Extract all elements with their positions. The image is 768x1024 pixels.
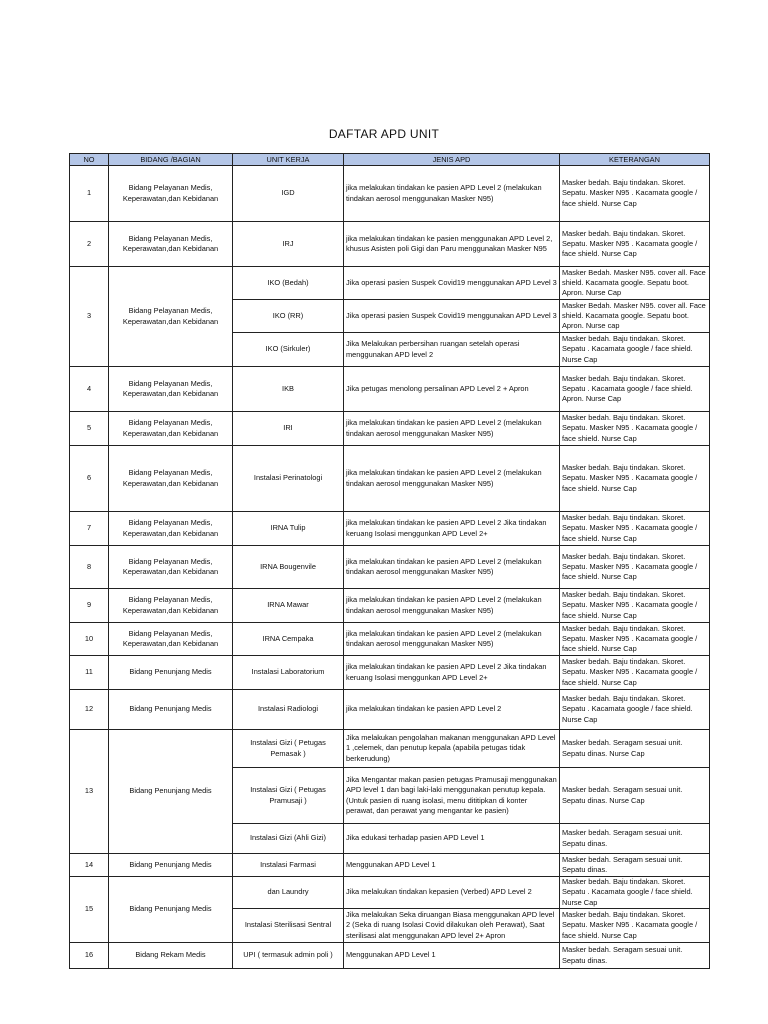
cell-bidang: Bidang Pelayanan Medis, Keperawatan,dan Kebidanan bbox=[109, 222, 233, 267]
cell-no: 3 bbox=[70, 267, 109, 367]
table-row bbox=[70, 546, 710, 589]
cell-bidang: Bidang Penunjang Medis bbox=[109, 656, 233, 690]
cell-jenis-apd: Menggunakan APD Level 1 bbox=[344, 943, 560, 969]
cell-bidang: Bidang Pelayanan Medis, Keperawatan,dan Kebidanan bbox=[109, 267, 233, 367]
cell-jenis-apd: Jika operasi pasien Suspek Covid19 menggunakan APD Level 3 bbox=[344, 300, 560, 333]
cell-keterangan: Masker bedah. Baju tindakan. Skoret. Sepatu. Masker N95 . Kacamata google / face shield. Nurse Cap bbox=[560, 446, 710, 512]
cell-bidang: Bidang Pelayanan Medis, Keperawatan,dan Kebidanan bbox=[109, 589, 233, 623]
cell-keterangan: Masker Bedah. Masker N95. cover all. Face shield. Kacamata google. Sepatu boot. Apron. Nurse cap bbox=[560, 300, 710, 333]
cell-unit-kerja: IKO (Sirkuler) bbox=[233, 333, 344, 367]
cell-jenis-apd: jika melakukan tindakan ke pasien APD Level 2 Jika tindakan keruang Isolasi menggunkan APD Level 2+ bbox=[344, 512, 560, 546]
table-row bbox=[70, 267, 710, 300]
cell-bidang: Bidang Pelayanan Medis, Keperawatan,dan Kebidanan bbox=[109, 412, 233, 446]
cell-no: 1 bbox=[70, 166, 109, 222]
cell-jenis-apd: jika melakukan tindakan ke pasien APD Level 2 (melakukan tindakan aerosol menggunakan Masker N95) bbox=[344, 412, 560, 446]
cell-keterangan: Masker bedah. Baju tindakan. Skoret. Sepatu . Kacamata google / face shield. Nurse Cap bbox=[560, 690, 710, 730]
table-row bbox=[70, 166, 710, 222]
page-title: DAFTAR APD UNIT bbox=[328, 127, 440, 141]
cell-no: 7 bbox=[70, 512, 109, 546]
cell-no: 13 bbox=[70, 730, 109, 854]
cell-unit-kerja: Instalasi Radiologi bbox=[233, 690, 344, 730]
cell-keterangan: Masker bedah. Seragam sesuai unit. Sepatu dinas. bbox=[560, 824, 710, 854]
cell-no: 5 bbox=[70, 412, 109, 446]
cell-no: 16 bbox=[70, 943, 109, 969]
apd-table bbox=[69, 153, 710, 969]
cell-unit-kerja: IKO (Bedah) bbox=[233, 267, 344, 300]
table-row bbox=[70, 690, 710, 730]
cell-jenis-apd: jika melakukan tindakan ke pasien APD Level 2 (melakukan tindakan aerosol menggunakan Masker N95) bbox=[344, 166, 560, 222]
cell-no: 9 bbox=[70, 589, 109, 623]
cell-jenis-apd: Jika melakukan Seka diruangan Biasa menggunakan APD level 2 (Seka di ruang Isolasi Covid dilakukan oleh Perawat), Saat sterilisasi alat menggunakan APD level 2+ Apron bbox=[344, 909, 560, 943]
table-row bbox=[70, 943, 710, 969]
cell-keterangan: Masker bedah. Baju tindakan. Skoret. Sepatu. Masker N95 . Kacamata google / face shield. Nurse Cap bbox=[560, 512, 710, 546]
table-row bbox=[70, 877, 710, 909]
cell-no: 12 bbox=[70, 690, 109, 730]
cell-bidang: Bidang Penunjang Medis bbox=[109, 690, 233, 730]
cell-keterangan: Masker bedah. Seragam sesuai unit. Sepatu dinas. Nurse Cap bbox=[560, 768, 710, 824]
cell-bidang: Bidang Pelayanan Medis, Keperawatan,dan Kebidanan bbox=[109, 512, 233, 546]
cell-bidang: Bidang Pelayanan Medis, Keperawatan,dan Kebidanan bbox=[109, 546, 233, 589]
cell-keterangan: Masker bedah. Baju tindakan. Skoret. Sepatu. Masker N95 . Kacamata google / face shield. Nurse Cap bbox=[560, 166, 710, 222]
cell-keterangan: Masker bedah. Baju tindakan. Skoret. Sepatu. Masker N95 . Kacamata google / face shield. Nurse Cap bbox=[560, 412, 710, 446]
cell-keterangan: Masker bedah. Baju tindakan. Skoret. Sepatu . Kacamata google / face shield. Nurse Cap bbox=[560, 877, 710, 909]
table-body bbox=[70, 166, 710, 969]
cell-bidang: Bidang Penunjang Medis bbox=[109, 854, 233, 877]
cell-keterangan: Masker bedah. Baju tindakan. Skoret. Sepatu. Masker N95 . Kacamata google / face shield. Nurse Cap bbox=[560, 589, 710, 623]
cell-jenis-apd: Jika petugas menolong persalinan APD Level 2 + Apron bbox=[344, 367, 560, 412]
header-keterangan: KETERANGAN bbox=[560, 154, 710, 166]
cell-keterangan: Masker bedah. Baju tindakan. Skoret. Sepatu. Masker N95 . Kacamata google / face shield. Nurse Cap bbox=[560, 222, 710, 267]
cell-keterangan: Masker bedah. Baju tindakan. Skoret. Sepatu. Masker N95 . Kacamata google / face shield. Nurse Cap bbox=[560, 656, 710, 690]
header-no: NO bbox=[70, 154, 109, 166]
header-jenis-apd: JENIS APD bbox=[344, 154, 560, 166]
header-row bbox=[70, 154, 710, 166]
cell-bidang: Bidang Pelayanan Medis, Keperawatan,dan Kebidanan bbox=[109, 446, 233, 512]
table-row bbox=[70, 446, 710, 512]
cell-jenis-apd: jika melakukan tindakan ke pasien menggunakan APD Level 2, khusus Asisten poli Gigi dan Paru menggunakan Masker N95 bbox=[344, 222, 560, 267]
cell-jenis-apd: Jika Mengantar makan pasien petugas Pramusaji menggunakan APD level 1 dan bagi laki-laki menggunakan penutup kepala. (Untuk pasien di ruang isolasi, menu dititipkan di konter perawat, dan perawat yang mengantar ke pasien) bbox=[344, 768, 560, 824]
cell-unit-kerja: Instalasi Gizi ( Petugas Pramusaji ) bbox=[233, 768, 344, 824]
cell-jenis-apd: jika melakukan tindakan ke pasien APD Level 2 (melakukan tindakan aerosol menggunakan Masker N95) bbox=[344, 446, 560, 512]
cell-jenis-apd: jika melakukan tindakan ke pasien APD Level 2 (melakukan tindakan aerosol menggunakan Masker N95) bbox=[344, 589, 560, 623]
cell-keterangan: Masker bedah. Seragam sesuai unit. Sepatu dinas. bbox=[560, 943, 710, 969]
cell-bidang: Bidang Penunjang Medis bbox=[109, 730, 233, 854]
cell-unit-kerja: IRI bbox=[233, 412, 344, 446]
cell-unit-kerja: Instalasi Gizi (Ahli Gizi) bbox=[233, 824, 344, 854]
cell-bidang: Bidang Pelayanan Medis, Keperawatan,dan Kebidanan bbox=[109, 166, 233, 222]
cell-unit-kerja: dan Laundry bbox=[233, 877, 344, 909]
cell-jenis-apd: jika melakukan tindakan ke pasien APD Level 2 bbox=[344, 690, 560, 730]
cell-jenis-apd: Jika edukasi terhadap pasien APD Level 1 bbox=[344, 824, 560, 854]
table-header bbox=[70, 154, 710, 166]
cell-jenis-apd: jika melakukan tindakan ke pasien APD Level 2 Jika tindakan keruang Isolasi menggunkan APD Level 2+ bbox=[344, 656, 560, 690]
header-bidang: BIDANG /BAGIAN bbox=[109, 154, 233, 166]
cell-keterangan: Masker bedah. Baju tindakan. Skoret. Sepatu . Kacamata google / face shield. Apron. Nurse Cap bbox=[560, 367, 710, 412]
table-row bbox=[70, 656, 710, 690]
cell-unit-kerja: Instalasi Sterilisasi Sentral bbox=[233, 909, 344, 943]
cell-unit-kerja: IKB bbox=[233, 367, 344, 412]
cell-jenis-apd: Jika melakukan pengolahan makanan menggunakan APD Level 1 ,celemek, dan penutup kepala (apabila petugas tidak berkerudung) bbox=[344, 730, 560, 768]
header-unit-kerja: UNIT KERJA bbox=[233, 154, 344, 166]
cell-keterangan: Masker bedah. Seragam sesuai unit. Sepatu dinas. Nurse Cap bbox=[560, 730, 710, 768]
cell-no: 15 bbox=[70, 877, 109, 943]
cell-unit-kerja: Instalasi Laboratorium bbox=[233, 656, 344, 690]
cell-jenis-apd: Jika operasi pasien Suspek Covid19 menggunakan APD Level 3 bbox=[344, 267, 560, 300]
table-row bbox=[70, 222, 710, 267]
cell-bidang: Bidang Pelayanan Medis, Keperawatan,dan Kebidanan bbox=[109, 623, 233, 656]
cell-unit-kerja: IRNA Tulip bbox=[233, 512, 344, 546]
cell-jenis-apd: Jika melakukan tindakan kepasien (Verbed) APD Level 2 bbox=[344, 877, 560, 909]
cell-unit-kerja: IRNA Cempaka bbox=[233, 623, 344, 656]
table-row bbox=[70, 623, 710, 656]
cell-keterangan: Masker bedah. Baju tindakan. Skoret. Sepatu . Kacamata google / face shield. Nurse Cap bbox=[560, 333, 710, 367]
cell-bidang: Bidang Pelayanan Medis, Keperawatan,dan Kebidanan bbox=[109, 367, 233, 412]
cell-no: 4 bbox=[70, 367, 109, 412]
cell-no: 8 bbox=[70, 546, 109, 589]
cell-keterangan: Masker Bedah. Masker N95. cover all. Face shield. Kacamata google. Sepatu boot. Apron. Nurse Cap bbox=[560, 267, 710, 300]
table-row bbox=[70, 367, 710, 412]
table-row bbox=[70, 589, 710, 623]
cell-unit-kerja: UPI ( termasuk admin poli ) bbox=[233, 943, 344, 969]
cell-bidang: Bidang Rekam Medis bbox=[109, 943, 233, 969]
cell-jenis-apd: Jika Melakukan perbersihan ruangan setelah operasi menggunakan APD level 2 bbox=[344, 333, 560, 367]
cell-keterangan: Masker bedah. Baju tindakan. Skoret. Sepatu. Masker N95 . Kacamata google / face shield. Nurse Cap bbox=[560, 546, 710, 589]
cell-no: 6 bbox=[70, 446, 109, 512]
cell-no: 2 bbox=[70, 222, 109, 267]
table-row bbox=[70, 412, 710, 446]
cell-jenis-apd: jika melakukan tindakan ke pasien APD Level 2 (melakukan tindakan aerosol menggunakan Masker N95) bbox=[344, 546, 560, 589]
cell-unit-kerja: IRJ bbox=[233, 222, 344, 267]
cell-jenis-apd: Menggunakan APD Level 1 bbox=[344, 854, 560, 877]
cell-keterangan: Masker bedah. Baju tindakan. Skoret. Sepatu. Masker N95 . Kacamata google / face shield. Nurse Cap bbox=[560, 909, 710, 943]
cell-keterangan: Masker bedah. Baju tindakan. Skoret. Sepatu. Masker N95 . Kacamata google / face shield. Nurse Cap bbox=[560, 623, 710, 656]
cell-unit-kerja: IGD bbox=[233, 166, 344, 222]
cell-no: 11 bbox=[70, 656, 109, 690]
table-row bbox=[70, 512, 710, 546]
cell-unit-kerja: IKO (RR) bbox=[233, 300, 344, 333]
cell-bidang: Bidang Penunjang Medis bbox=[109, 877, 233, 943]
cell-jenis-apd: jika melakukan tindakan ke pasien APD Level 2 (melakukan tindakan aerosol menggunakan Masker N95) bbox=[344, 623, 560, 656]
cell-unit-kerja: IRNA Bougenvile bbox=[233, 546, 344, 589]
cell-unit-kerja: Instalasi Gizi ( Petugas Pemasak ) bbox=[233, 730, 344, 768]
cell-keterangan: Masker bedah. Seragam sesuai unit. Sepatu dinas. bbox=[560, 854, 710, 877]
cell-unit-kerja: Instalasi Farmasi bbox=[233, 854, 344, 877]
cell-unit-kerja: IRNA Mawar bbox=[233, 589, 344, 623]
table-row bbox=[70, 730, 710, 768]
cell-no: 10 bbox=[70, 623, 109, 656]
table-row bbox=[70, 854, 710, 877]
cell-no: 14 bbox=[70, 854, 109, 877]
cell-unit-kerja: Instalasi Perinatologi bbox=[233, 446, 344, 512]
